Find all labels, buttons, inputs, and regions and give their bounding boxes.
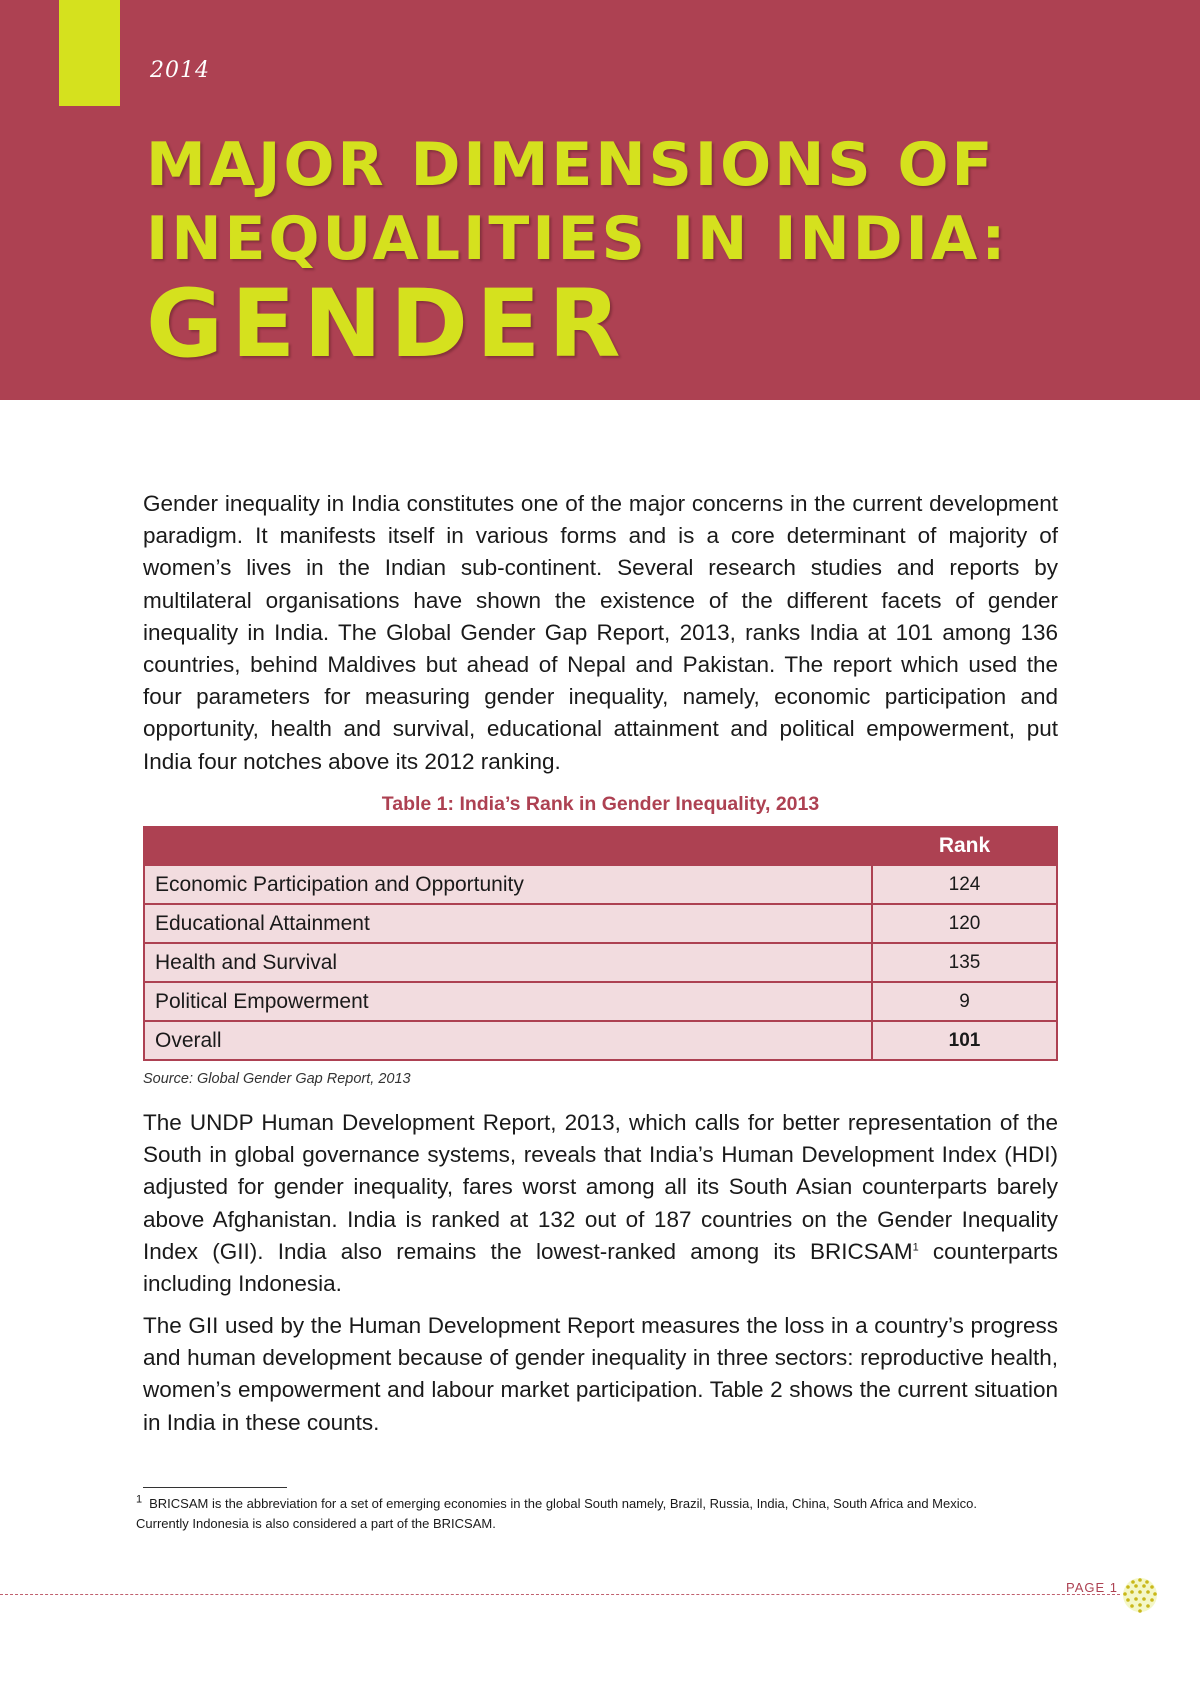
- page-title: [146, 128, 1009, 379]
- row-rank: 135: [872, 943, 1057, 982]
- undp-text-end: counterparts including Indonesia.: [143, 1238, 1058, 1297]
- row-rank: 9: [872, 982, 1057, 1021]
- row-label: Health and Survival: [144, 943, 872, 982]
- row-label: Educational Attainment: [144, 904, 872, 943]
- intro-paragraph: Gender inequality in India constitutes one of the major concerns in the current development paradigm. It manifests itself in various forms and is a core determinant of majority of women’s lives in the Indian sub-continent. Several research studies and reports by multilateral organisations have shown the existence of the different facets of gender inequality in India. The Global Gender Gap Report, 2013, ranks India at 101 among 136 countries, behind Maldives but ahead of Nepal and Pakistan. The report which used the four parameters for measuring gender inequality, namely, economic participation and opportunity, health and survival, educational attainment and political empowerment, put India four notches above its 2012 ranking.: [143, 491, 1058, 774]
- footnote: [136, 1494, 1016, 1534]
- undp-paragraph: [143, 1107, 1058, 1300]
- row-label: Economic Participation and Opportunity: [144, 865, 872, 904]
- table-source: Source: Global Gender Gap Report, 2013: [143, 1071, 411, 1087]
- undp-text: The UNDP Human Development Report, 2013, which calls for better representation of the South in global governance systems, reveals that India’s Human Development Index (HDI) adjusted for gender inequality, fares worst among all its South Asian counterparts barely above Afghanistan. India is ranked at 132 out of 187 countries on the Gender Inequality Index (GII). India also remains the lowest-ranked among its BRICSAM: [143, 1110, 1058, 1264]
- title-line-3: GENDER: [146, 270, 629, 379]
- table-row: [144, 904, 1057, 943]
- page-number: PAGE 1: [1066, 1580, 1119, 1595]
- accent-block: [59, 0, 120, 106]
- title-line-2: INEQUALITIES IN INDIA:: [146, 204, 1009, 274]
- title-line-1: MAJOR DIMENSIONS OF: [146, 130, 996, 200]
- footnote-text: BRICSAM is the abbreviation for a set of emerging economies in the global South namely, Brazil, Russia, India, China, South Africa and Mexico. Currently Indonesia is also considered a part of the BRICSAM.: [136, 1496, 977, 1531]
- table-header-label: [144, 827, 872, 865]
- row-rank: 101: [872, 1021, 1057, 1060]
- table-row: [144, 865, 1057, 904]
- row-label: Overall: [144, 1021, 872, 1060]
- footnote-divider: [143, 1487, 287, 1488]
- footnote-ref[interactable]: 1: [912, 1241, 919, 1254]
- table-header-rank: Rank: [872, 827, 1057, 865]
- rank-table: [143, 826, 1058, 1061]
- row-label: Political Empowerment: [144, 982, 872, 1021]
- report-year: 2014: [150, 58, 210, 83]
- row-rank: 124: [872, 865, 1057, 904]
- globe-icon: [1120, 1575, 1160, 1615]
- gii-paragraph: The GII used by the Human Development Report measures the loss in a country’s progress and human development because of gender inequality in three sectors: reproductive health, women’s empowerment and labour market participation. Table 2 shows the current situation in India in these counts.: [143, 1313, 1058, 1435]
- footer-divider: [0, 1594, 1120, 1595]
- table-caption: Table 1: India’s Rank in Gender Inequality, 2013: [381, 793, 820, 815]
- table-row-overall: [144, 1021, 1057, 1060]
- footnote-marker: 1: [136, 1493, 143, 1506]
- table-header-row: [144, 827, 1057, 865]
- row-rank: 120: [872, 904, 1057, 943]
- table-row: [144, 982, 1057, 1021]
- table-row: [144, 943, 1057, 982]
